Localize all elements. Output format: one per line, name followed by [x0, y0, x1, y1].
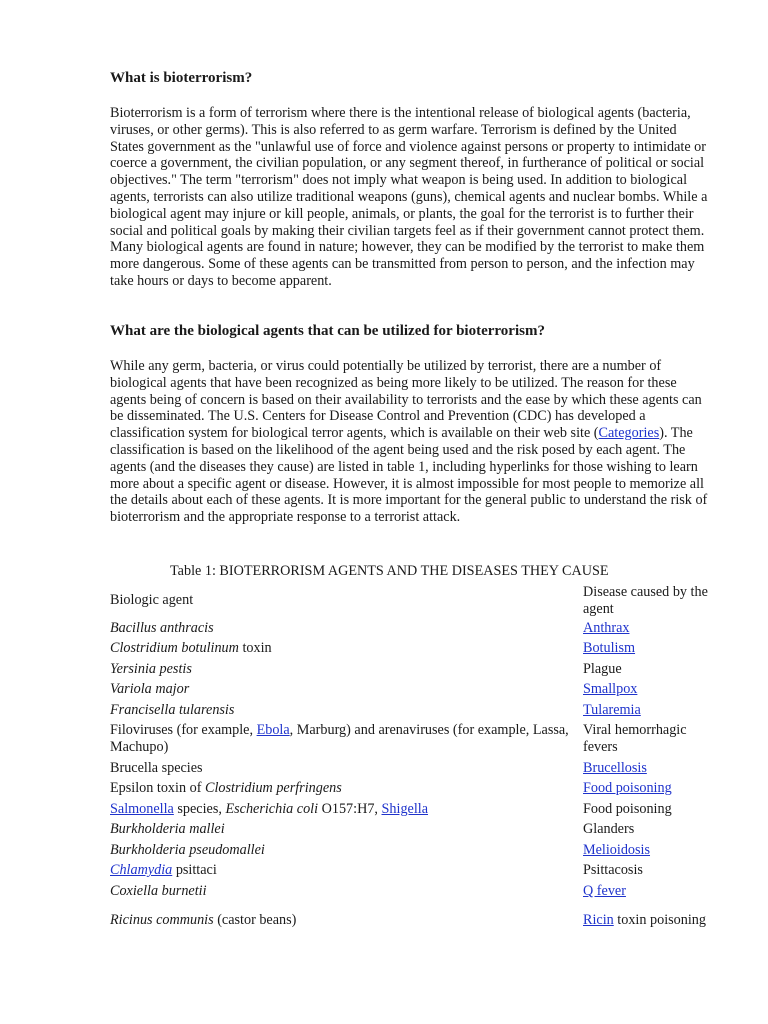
- anthrax-link[interactable]: Anthrax: [583, 619, 630, 636]
- table-row: [110, 659, 710, 680]
- categories-link[interactable]: Categories: [598, 425, 660, 442]
- botulism-link[interactable]: Botulism: [583, 640, 636, 657]
- brucellosis-link[interactable]: Brucellosis: [583, 759, 647, 776]
- salmonella-link[interactable]: Salmonella: [110, 800, 174, 817]
- disease-cell: [583, 681, 710, 698]
- table-row: [110, 680, 710, 701]
- agent-cell: Ricinus communis (castor beans): [110, 911, 297, 928]
- chlamydia-link[interactable]: Chlamydia: [110, 862, 173, 879]
- table-row: [110, 721, 710, 759]
- para2-text-after: ). The classification is based on the likelihood of the agent being used and the risk posed by each agent. The agents (and the diseases they cause) are listed in table 1, including hyperlinks for those wishing to learn more about a specific agent or disease. However, it is almost impossible for most people to memorize all the details about each of these agents. It is more important for the general public to understand the risk of bioterrorism and the appropriate response to a terrorist attack.: [110, 425, 708, 526]
- table-row: [110, 758, 710, 779]
- table-row: [110, 881, 710, 902]
- ebola-link[interactable]: Ebola: [256, 722, 290, 739]
- shigella-link[interactable]: Shigella: [381, 800, 429, 817]
- disease-cell: [583, 640, 710, 657]
- disease-cell: Food poisoning: [583, 800, 672, 817]
- header-disease: Disease caused by the agent: [583, 583, 708, 617]
- disease-cell: [583, 702, 710, 719]
- agent-cell: Variola major: [110, 681, 190, 698]
- header-biologic-agent: Biologic agent: [110, 592, 194, 609]
- agent-cell: Coxiella burnetii: [110, 882, 207, 899]
- table-row: [110, 700, 710, 721]
- disease-cell: Ricin toxin poisoning: [583, 911, 706, 928]
- agent-cell: Clostridium botulinum toxin: [110, 640, 272, 657]
- agent-cell: Chlamydia psittaci: [110, 862, 217, 879]
- table-row: [110, 779, 710, 800]
- agent-cell: Epsilon toxin of Clostridium perfringens: [110, 780, 342, 797]
- table-row: [110, 618, 710, 639]
- para2-text-before: While any germ, bacteria, or virus could potentially be utilized by terrorist, there are a number of biological agents that have been recognized as being more likely to be utilized. The reason for these agents being of concern is based on their availability to terrorists and the ease by which these agents can be disseminated. The U.S. Centers for Disease Control and Prevention (CDC) has developed a classification system for biological terror agents, which is available on their web site (: [110, 358, 702, 442]
- agent-cell: Bacillus anthracis: [110, 619, 214, 636]
- agent-cell: Yersinia pestis: [110, 660, 192, 677]
- table-row: [110, 799, 710, 820]
- table-row: [110, 902, 710, 939]
- tularemia-link[interactable]: Tularemia: [583, 701, 641, 718]
- disease-cell: Viral hemorrhagic fevers: [583, 722, 687, 756]
- table-row: [110, 840, 710, 861]
- table-caption: Table 1: BIOTERRORISM AGENTS AND THE DISEASES THEY CAUSE: [170, 563, 609, 579]
- disease-cell: [583, 780, 710, 797]
- table-header-row: [110, 583, 710, 618]
- ricin-link[interactable]: Ricin: [583, 911, 614, 928]
- agent-cell: Burkholderia mallei: [110, 821, 225, 838]
- disease-cell: Psittacosis: [583, 862, 643, 879]
- disease-cell: [583, 760, 710, 777]
- agent-cell: Burkholderia pseudomallei: [110, 841, 265, 858]
- disease-cell: [583, 620, 710, 637]
- table-row: [110, 820, 710, 841]
- disease-cell: Plague: [583, 660, 622, 677]
- smallpox-link[interactable]: Smallpox: [583, 681, 638, 698]
- disease-cell: [583, 883, 710, 900]
- agent-cell: Salmonella species, Escherichia coli O157:H7, Shigella: [110, 800, 429, 817]
- agent-cell: Francisella tularensis: [110, 701, 235, 718]
- heading-biological-agents: What are the biological agents that can be utilized for bioterrorism?: [110, 323, 545, 339]
- food-poisoning-link[interactable]: Food poisoning: [583, 780, 672, 797]
- agent-cell: Filoviruses (for example, Ebola, Marburg) and arenaviruses (for example, Lassa, Machupo): [110, 722, 569, 756]
- q-fever-link[interactable]: Q fever: [583, 882, 626, 899]
- agents-table: [110, 583, 710, 939]
- melioidosis-link[interactable]: Melioidosis: [583, 841, 651, 858]
- heading-what-is-bioterrorism: What is bioterrorism?: [110, 70, 253, 86]
- table-row: [110, 639, 710, 660]
- table-row: [110, 861, 710, 882]
- paragraph-biological-agents: [110, 358, 710, 526]
- disease-cell: Glanders: [583, 821, 635, 838]
- agent-cell: Brucella species: [110, 759, 203, 776]
- disease-cell: [583, 842, 710, 859]
- paragraph-bioterrorism-definition: Bioterrorism is a form of terrorism where there is the intentional release of biological agents (bacteria, viruses, or other germs). This is also referred to as germ warfare. Terrorism is defined by the United States government as the "unlawful use of force and violence against persons or property to intimidate or coerce a government, the civilian population, or any segment thereof, in furtherance of political or social objectives." The term "terrorism" does not imply what weapon is being used. In addition to biological agents, terrorists can also utilize traditional weapons (guns), chemical agents and nuclear bombs. While a biological agent may injure or kill people, animals, or plants, the goal for the terrorist is to further their social and political goals by making their civilian targets feel as if their government cannot protect them. Many biological agents are found in nature; however, they can be modified by the terrorist to make them more dangerous. Some of these agents can be transmitted from person to person, and the infection may take hours or days to become apparent.: [110, 105, 708, 289]
